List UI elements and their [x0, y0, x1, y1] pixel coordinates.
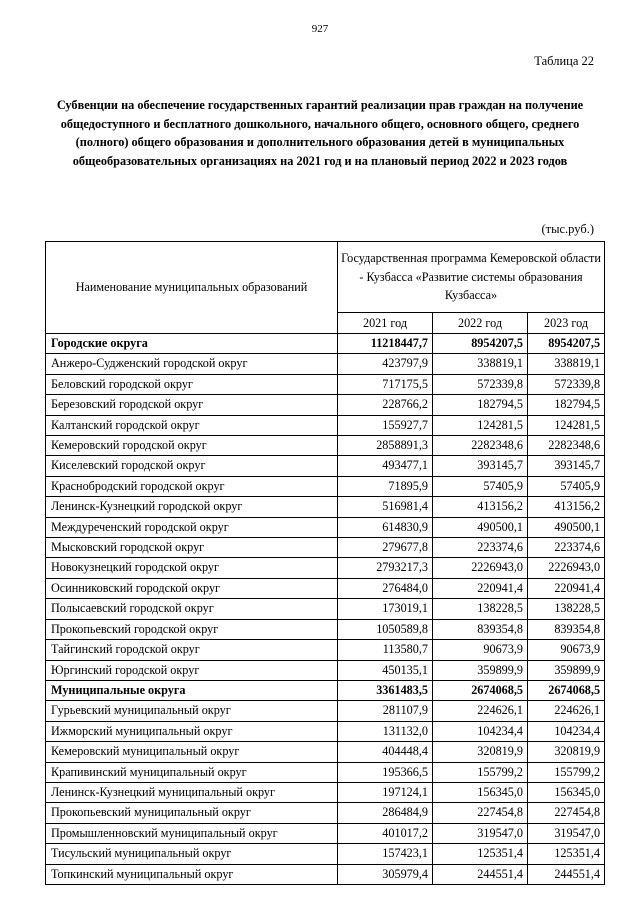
- value-cell: 490500,1: [528, 517, 605, 537]
- value-cell: 401017,2: [338, 823, 433, 843]
- value-cell: 138228,5: [528, 599, 605, 619]
- value-cell: 2226943,0: [433, 558, 528, 578]
- value-cell: 182794,5: [528, 395, 605, 415]
- value-cell: 156345,0: [433, 782, 528, 802]
- municipality-name: Осинниковский городской округ: [46, 578, 338, 598]
- value-cell: 717175,5: [338, 374, 433, 394]
- value-cell: 1050589,8: [338, 619, 433, 639]
- value-cell: 319547,0: [528, 823, 605, 843]
- value-cell: 57405,9: [528, 476, 605, 496]
- municipality-name: Березовский городской округ: [46, 395, 338, 415]
- value-cell: 104234,4: [528, 721, 605, 741]
- value-cell: 359899,9: [433, 660, 528, 680]
- table-row: [46, 517, 605, 537]
- value-cell: 320819,9: [528, 742, 605, 762]
- table-row: [46, 701, 605, 721]
- value-cell: 228766,2: [338, 395, 433, 415]
- value-cell: 413156,2: [528, 497, 605, 517]
- value-cell: 2674068,5: [433, 680, 528, 700]
- value-cell: 220941,4: [528, 578, 605, 598]
- table-row: [46, 476, 605, 496]
- value-cell: 125351,4: [433, 844, 528, 864]
- table-header: [46, 242, 605, 334]
- table-row: [46, 538, 605, 558]
- value-cell: 244551,4: [433, 864, 528, 884]
- municipality-name: Анжеро-Судженский городской округ: [46, 354, 338, 374]
- value-cell: 572339,8: [528, 374, 605, 394]
- municipality-name: Тайгинский городской округ: [46, 640, 338, 660]
- municipality-name: Юргинский городской округ: [46, 660, 338, 680]
- value-cell: 2858891,3: [338, 436, 433, 456]
- table-row: [46, 415, 605, 435]
- value-cell: 338819,1: [433, 354, 528, 374]
- value-cell: 227454,8: [433, 803, 528, 823]
- table-row: [46, 803, 605, 823]
- value-cell: 423797,9: [338, 354, 433, 374]
- table-row: [46, 721, 605, 741]
- table-caption: Таблица 22: [534, 54, 594, 68]
- value-cell: 286484,9: [338, 803, 433, 823]
- value-cell: 182794,5: [433, 395, 528, 415]
- group-label: Городские округа: [46, 334, 338, 354]
- municipality-name: Киселевский городской округ: [46, 456, 338, 476]
- table-row: [46, 844, 605, 864]
- value-cell: 319547,0: [433, 823, 528, 843]
- table-row: [46, 864, 605, 884]
- value-cell: 124281,5: [433, 415, 528, 435]
- value-cell: 220941,4: [433, 578, 528, 598]
- municipality-name: Прокопьевский муниципальный округ: [46, 803, 338, 823]
- value-cell: 156345,0: [528, 782, 605, 802]
- subventions-table: [45, 241, 605, 885]
- value-cell: 572339,8: [433, 374, 528, 394]
- header-year-2023: 2023 год: [528, 313, 605, 334]
- value-cell: 57405,9: [433, 476, 528, 496]
- table-row: [46, 660, 605, 680]
- value-cell: 450135,1: [338, 660, 433, 680]
- value-cell: 11218447,7: [338, 334, 433, 354]
- value-cell: 104234,4: [433, 721, 528, 741]
- table-row: [46, 497, 605, 517]
- value-cell: 224626,1: [528, 701, 605, 721]
- municipality-name: Калтанский городской округ: [46, 415, 338, 435]
- value-cell: 2282348,6: [528, 436, 605, 456]
- value-cell: 223374,6: [433, 538, 528, 558]
- table-row: [46, 619, 605, 639]
- municipality-name: Тисульский муниципальный округ: [46, 844, 338, 864]
- municipality-name: Ленинск-Кузнецкий городской округ: [46, 497, 338, 517]
- table-row: [46, 640, 605, 660]
- value-cell: 338819,1: [528, 354, 605, 374]
- table-row: [46, 558, 605, 578]
- value-cell: 516981,4: [338, 497, 433, 517]
- value-cell: 2793217,3: [338, 558, 433, 578]
- municipality-name: Топкинский муниципальный округ: [46, 864, 338, 884]
- table-row: [46, 395, 605, 415]
- header-year-2021: 2021 год: [338, 313, 433, 334]
- value-cell: 227454,8: [528, 803, 605, 823]
- value-cell: 839354,8: [433, 619, 528, 639]
- value-cell: 197124,1: [338, 782, 433, 802]
- table-row: [46, 782, 605, 802]
- table-row: [46, 599, 605, 619]
- table-row: [46, 374, 605, 394]
- value-cell: 244551,4: [528, 864, 605, 884]
- value-cell: 490500,1: [433, 517, 528, 537]
- value-cell: 3361483,5: [338, 680, 433, 700]
- value-cell: 224626,1: [433, 701, 528, 721]
- page-number: 927: [311, 23, 329, 35]
- municipality-name: Мысковский городской округ: [46, 538, 338, 558]
- value-cell: 2226943,0: [528, 558, 605, 578]
- table-row: [46, 456, 605, 476]
- value-cell: 223374,6: [528, 538, 605, 558]
- table-row: [46, 578, 605, 598]
- value-cell: 493477,1: [338, 456, 433, 476]
- header-year-2022: 2022 год: [433, 313, 528, 334]
- value-cell: 90673,9: [433, 640, 528, 660]
- value-cell: 71895,9: [338, 476, 433, 496]
- municipality-name: Гурьевский муниципальный округ: [46, 701, 338, 721]
- header-municipality-name: Наименование муниципальных образований: [46, 242, 338, 334]
- value-cell: 305979,4: [338, 864, 433, 884]
- value-cell: 90673,9: [528, 640, 605, 660]
- header-row-primary: [46, 242, 605, 313]
- value-cell: 404448,4: [338, 742, 433, 762]
- value-cell: 281107,9: [338, 701, 433, 721]
- municipality-name: Ленинск-Кузнецкий муниципальный округ: [46, 782, 338, 802]
- municipality-name: Полысаевский городской округ: [46, 599, 338, 619]
- value-cell: 276484,0: [338, 578, 433, 598]
- value-cell: 839354,8: [528, 619, 605, 639]
- table-row: [46, 436, 605, 456]
- municipality-name: Кемеровский городской округ: [46, 436, 338, 456]
- value-cell: 359899,9: [528, 660, 605, 680]
- value-cell: 155799,2: [528, 762, 605, 782]
- table-row: [46, 354, 605, 374]
- table-body: [46, 334, 605, 885]
- municipality-name: Промышленновский муниципальный округ: [46, 823, 338, 843]
- table-row: [46, 762, 605, 782]
- municipality-name: Новокузнецкий городской округ: [46, 558, 338, 578]
- value-cell: 124281,5: [528, 415, 605, 435]
- group-label: Муниципальные округа: [46, 680, 338, 700]
- header-state-program: Государственная программа Кемеровской области - Кузбасса «Развитие системы образования Кузбасса»: [338, 242, 605, 313]
- value-cell: 8954207,5: [433, 334, 528, 354]
- value-cell: 393145,7: [528, 456, 605, 476]
- document-title: Субвенции на обеспечение государственных гарантий реализации прав граждан на получение общедоступного и бесплатного дошкольного, начального общего, основного общего, среднего (полного) общего образования и дополнительного образования детей в муниципальных общеобразовательных организациях на 2021 год и на плановый период 2022 и 2023 годов: [56, 98, 584, 168]
- municipality-name: Краснобродский городской округ: [46, 476, 338, 496]
- value-cell: 8954207,5: [528, 334, 605, 354]
- value-cell: 155927,7: [338, 415, 433, 435]
- value-cell: 320819,9: [433, 742, 528, 762]
- value-cell: 2674068,5: [528, 680, 605, 700]
- value-cell: 138228,5: [433, 599, 528, 619]
- value-cell: 614830,9: [338, 517, 433, 537]
- municipality-name: Крапивинский муниципальный округ: [46, 762, 338, 782]
- municipality-name: Прокопьевский городской округ: [46, 619, 338, 639]
- value-cell: 155799,2: [433, 762, 528, 782]
- value-cell: 125351,4: [528, 844, 605, 864]
- value-cell: 113580,7: [338, 640, 433, 660]
- value-cell: 413156,2: [433, 497, 528, 517]
- value-cell: 131132,0: [338, 721, 433, 741]
- value-cell: 157423,1: [338, 844, 433, 864]
- value-cell: 173019,1: [338, 599, 433, 619]
- municipality-name: Беловский городской округ: [46, 374, 338, 394]
- value-cell: 393145,7: [433, 456, 528, 476]
- value-cell: 195366,5: [338, 762, 433, 782]
- units-label: (тыс.руб.): [541, 222, 594, 236]
- table-row: [46, 334, 605, 354]
- table-row: [46, 823, 605, 843]
- municipality-name: Кемеровский муниципальный округ: [46, 742, 338, 762]
- municipality-name: Междуреченский городской округ: [46, 517, 338, 537]
- municipality-name: Ижморский муниципальный округ: [46, 721, 338, 741]
- value-cell: 2282348,6: [433, 436, 528, 456]
- table-row: [46, 680, 605, 700]
- table-row: [46, 742, 605, 762]
- value-cell: 279677,8: [338, 538, 433, 558]
